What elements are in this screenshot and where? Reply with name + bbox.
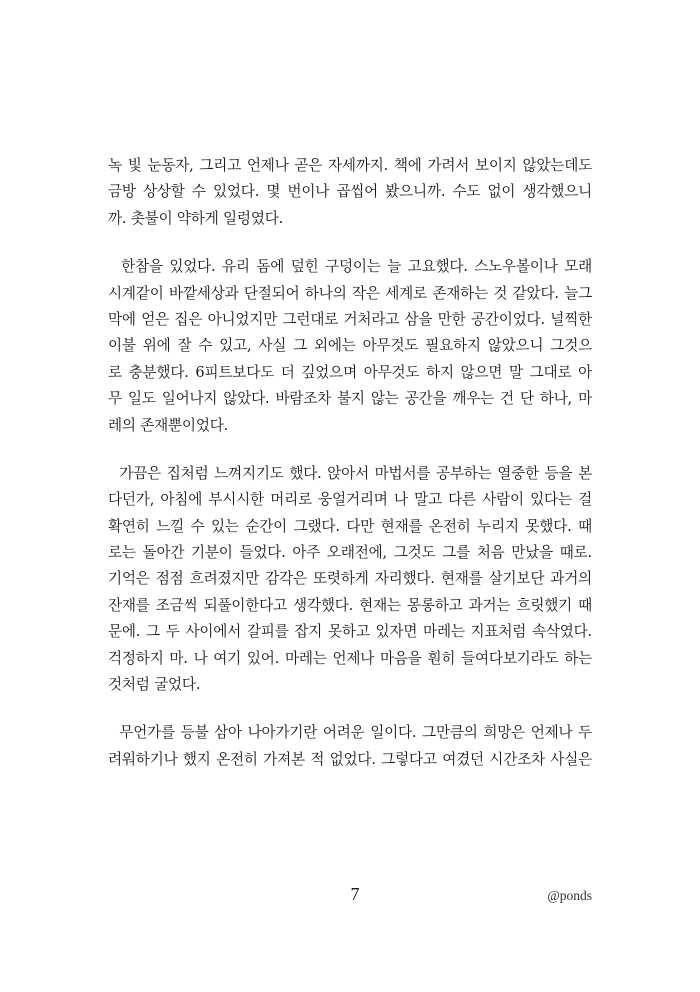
text-line: 무언가를 등불 삼아 나아가기란 어려운 일이다. 그만큼의 희망은 언제나 두 — [108, 724, 592, 742]
text-line: 로는 돌아간 기분이 들었다. 아주 오래전에, 그것도 그를 처음 만났을 때로. — [108, 544, 592, 562]
text-line: 녹 빛 눈동자, 그리고 언제나 곧은 자세까지. 책에 가려서 보이지 않았는데도 — [108, 157, 592, 174]
text-line: 기억은 점점 흐려졌지만 감각은 또렷하게 자리했다. 현재를 살기보단 과거의 — [108, 570, 592, 588]
text-line: 잔재를 조금씩 되풀이한다고 생각했다. 현재는 몽롱하고 과거는 흐릿했기 때 — [108, 596, 592, 614]
text-line: 이불 위에 잘 수 있고, 사실 그 외에는 아무것도 필요하지 않았으니 그것으 — [108, 337, 592, 355]
text-line: 가끔은 집처럼 느껴지기도 했다. 앉아서 마법서를 공부하는 열중한 등을 본 — [108, 464, 592, 482]
body-text — [108, 153, 592, 795]
text-line: 문에. 그 두 사이에서 갈피를 잡지 못하고 있자면 마레는 지표처럼 속삭였다. — [108, 623, 592, 641]
text-line: 금방 상상할 수 있었다. 몇 번이나 곱씹어 봤으니까. 수도 없이 생각했으니 — [108, 183, 592, 201]
text-line: 려워하기나 했지 온전히 가져본 적 없었다. 그렇다고 여겼던 시간조차 사실은 — [108, 750, 592, 768]
text-line: 것처럼 굴었다. — [108, 676, 201, 694]
text-line: 시계같이 바깥세상과 단절되어 하나의 작은 세계로 존재하는 것 같았다. 늘그 — [108, 284, 592, 302]
text-line: 확연히 느낄 수 있는 순간이 그랬다. 다만 현재를 온전히 누리지 못했다. 때 — [108, 517, 592, 535]
text-line: 막에 얻은 집은 아니었지만 그런대로 거처라고 삼을 만한 공간이었다. 널찍한 — [108, 310, 592, 328]
paragraph-2 — [108, 254, 592, 439]
page-number: 7 — [350, 884, 360, 904]
text-line: 다던가, 아침에 부시시한 머리로 웅얼거리며 나 말고 다른 사람이 있다는 걸 — [108, 491, 592, 509]
text-line: 한참을 있었다. 유리 돔에 덮힌 구덩이는 늘 고요했다. 스노우볼이나 모래 — [108, 258, 592, 276]
text-line: 걱정하지 마. 나 여기 있어. 마레는 언제나 마음을 훤히 들여다보기라도 하는 — [108, 649, 592, 667]
paragraph-1 — [108, 153, 592, 232]
paragraph-4 — [108, 720, 592, 773]
author-handle: @ponds — [547, 888, 592, 903]
text-line: 까. 촛불이 약하게 일렁였다. — [108, 209, 284, 227]
text-line: 레의 존재뿐이었다. — [108, 416, 229, 434]
paragraph-3 — [108, 461, 592, 699]
text-line: 무 일도 일어나지 않았다. 바람조차 불지 않는 공간을 깨우는 건 단 하나, 마 — [108, 390, 592, 408]
text-line: 로 충분했다. 6피트보다도 더 깊었으며 아무것도 하지 않으면 말 그대로 아 — [108, 363, 592, 381]
